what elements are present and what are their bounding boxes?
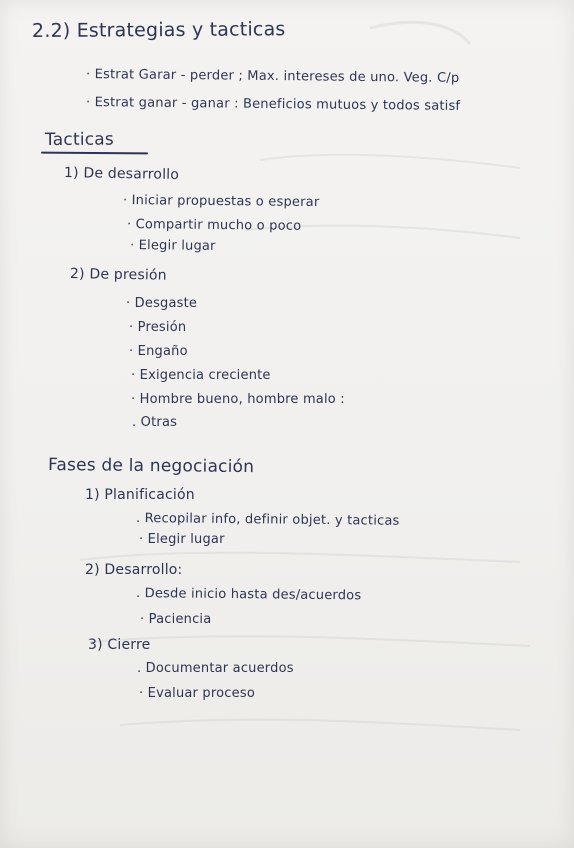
phase-3: 3) Cierre: [88, 637, 151, 653]
phase-1: 1) Planificación: [85, 487, 195, 503]
tactic-item-4: · Desgaste: [126, 296, 198, 311]
tactic-item-1: · Iniciar propuestas o esperar: [122, 193, 320, 211]
tactic-item-6: · Engaño: [129, 344, 188, 359]
phases-heading: Fases de la negociación: [47, 455, 255, 478]
phase-1-item-1: . Recopilar info, definir objet. y tacticas: [135, 511, 400, 529]
tactic-item-7: · Exigencia creciente: [131, 368, 271, 383]
tactic-item-9: . Otras: [132, 415, 178, 430]
strategy-line-1: · Estrat Garar - perder ; Max. intereses de uno. Veg. C/p: [85, 67, 460, 86]
phase-1-item-2: · Elegir lugar: [139, 532, 225, 547]
phase-2: 2) Desarrollo:: [85, 562, 183, 578]
tactic-item-8: · Hombre bueno, hombre malo :: [131, 392, 345, 407]
tactic-item-2: · Compartir mucho o poco: [126, 217, 302, 234]
tactic-item-3: · Elegir lugar: [129, 238, 216, 254]
tactic-group-2: 2) De presión: [69, 266, 167, 284]
strategy-line-2: · Estrat ganar - ganar : Beneficios mutuos y todos satisf: [85, 95, 461, 114]
phase-2-item-2: · Paciencia: [140, 612, 212, 627]
tactic-group-1: 1) De desarrollo: [63, 165, 180, 184]
tactic-item-5: · Presión: [129, 320, 187, 335]
phase-2-item-1: . Desde inicio hasta des/acuerdos: [135, 586, 362, 604]
tactics-heading: Tacticas: [44, 129, 115, 150]
phase-3-item-1: . Documentar acuerdos: [137, 661, 294, 676]
phase-3-item-2: · Evaluar proceso: [139, 686, 255, 701]
section-title: 2.2) Estrategias y tacticas: [31, 18, 286, 42]
